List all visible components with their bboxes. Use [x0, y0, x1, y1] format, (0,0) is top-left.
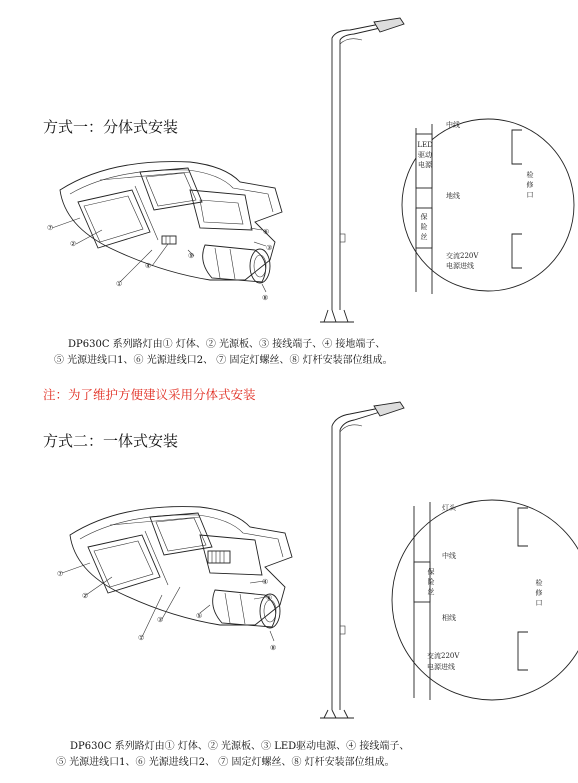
callout-3: ③: [266, 244, 273, 252]
callout-2: ②: [70, 240, 77, 248]
callout-7: ⑦: [47, 224, 54, 232]
pole-detail-circle-1: [380, 120, 578, 300]
access-label-2: 检修口: [535, 579, 543, 607]
callout-2: ②: [82, 592, 89, 600]
driver-label-1: LED驱动电源: [417, 141, 433, 169]
power-label-1a: 交流220V: [446, 252, 479, 260]
neutral-label-1: 中线: [446, 121, 460, 129]
callout-6: ⑥: [266, 594, 273, 602]
method1-heading: 方式一：分体式安装: [43, 118, 179, 136]
neutral-label-2: 中线: [442, 552, 456, 560]
method1-caption-line2: ⑤ 光源进线口1、⑥ 光源进线口2、 ⑦ 固定灯螺丝、⑧ 灯杆安装部位组成。: [54, 355, 393, 366]
method2-heading: 方式二：一体式安装: [43, 432, 179, 450]
ground-label-1: 地线: [446, 192, 460, 200]
callout-6: ⑥: [263, 228, 270, 236]
method2-caption-line2: ⑤ 光源进线口1、⑥ 光源进线口2、 ⑦ 固定灯螺丝、⑧ 灯杆安装部位组成。: [56, 757, 395, 768]
access-label-1: 检修口: [526, 171, 534, 199]
fuse-label-2: 保险丝: [427, 568, 435, 596]
callout-8: ⑧: [270, 644, 277, 652]
callout-1: ①: [138, 634, 145, 642]
power-label-1b: 电源进线: [446, 262, 474, 270]
callout-1: ①: [116, 280, 123, 288]
callout-5: ⑤: [188, 252, 195, 260]
lamp-label-2: 灯头: [442, 504, 456, 512]
maintenance-note: 注：为了维护方便建议采用分体式安装: [43, 387, 256, 402]
method2-caption-line1: DP630C 系列路灯由① 灯体、② 光源板、③ LED驱动电源、④ 接线端子、: [70, 741, 410, 752]
lamp-body-drawing-2: [50, 495, 300, 655]
callout-4: ④: [145, 262, 152, 270]
callout-8: ⑧: [262, 294, 269, 302]
callout-5: ⑤: [196, 612, 203, 620]
callout-3: ③: [157, 616, 164, 624]
power-label-2a: 交流220V: [427, 652, 460, 660]
method1-caption-line1: DP630C 系列路灯由① 灯体、② 光源板、③ 接线端子、④ 接地端子、: [68, 339, 386, 350]
callout-7: ⑦: [57, 570, 64, 578]
lamp-body-drawing-1: [40, 150, 290, 310]
pole-detail-circle-2: [382, 498, 578, 708]
callout-4: ④: [262, 578, 269, 586]
live-label-2: 相线: [442, 614, 456, 622]
power-label-2b: 电源进线: [427, 663, 455, 671]
fuse-label-1: 保险丝: [420, 213, 428, 241]
